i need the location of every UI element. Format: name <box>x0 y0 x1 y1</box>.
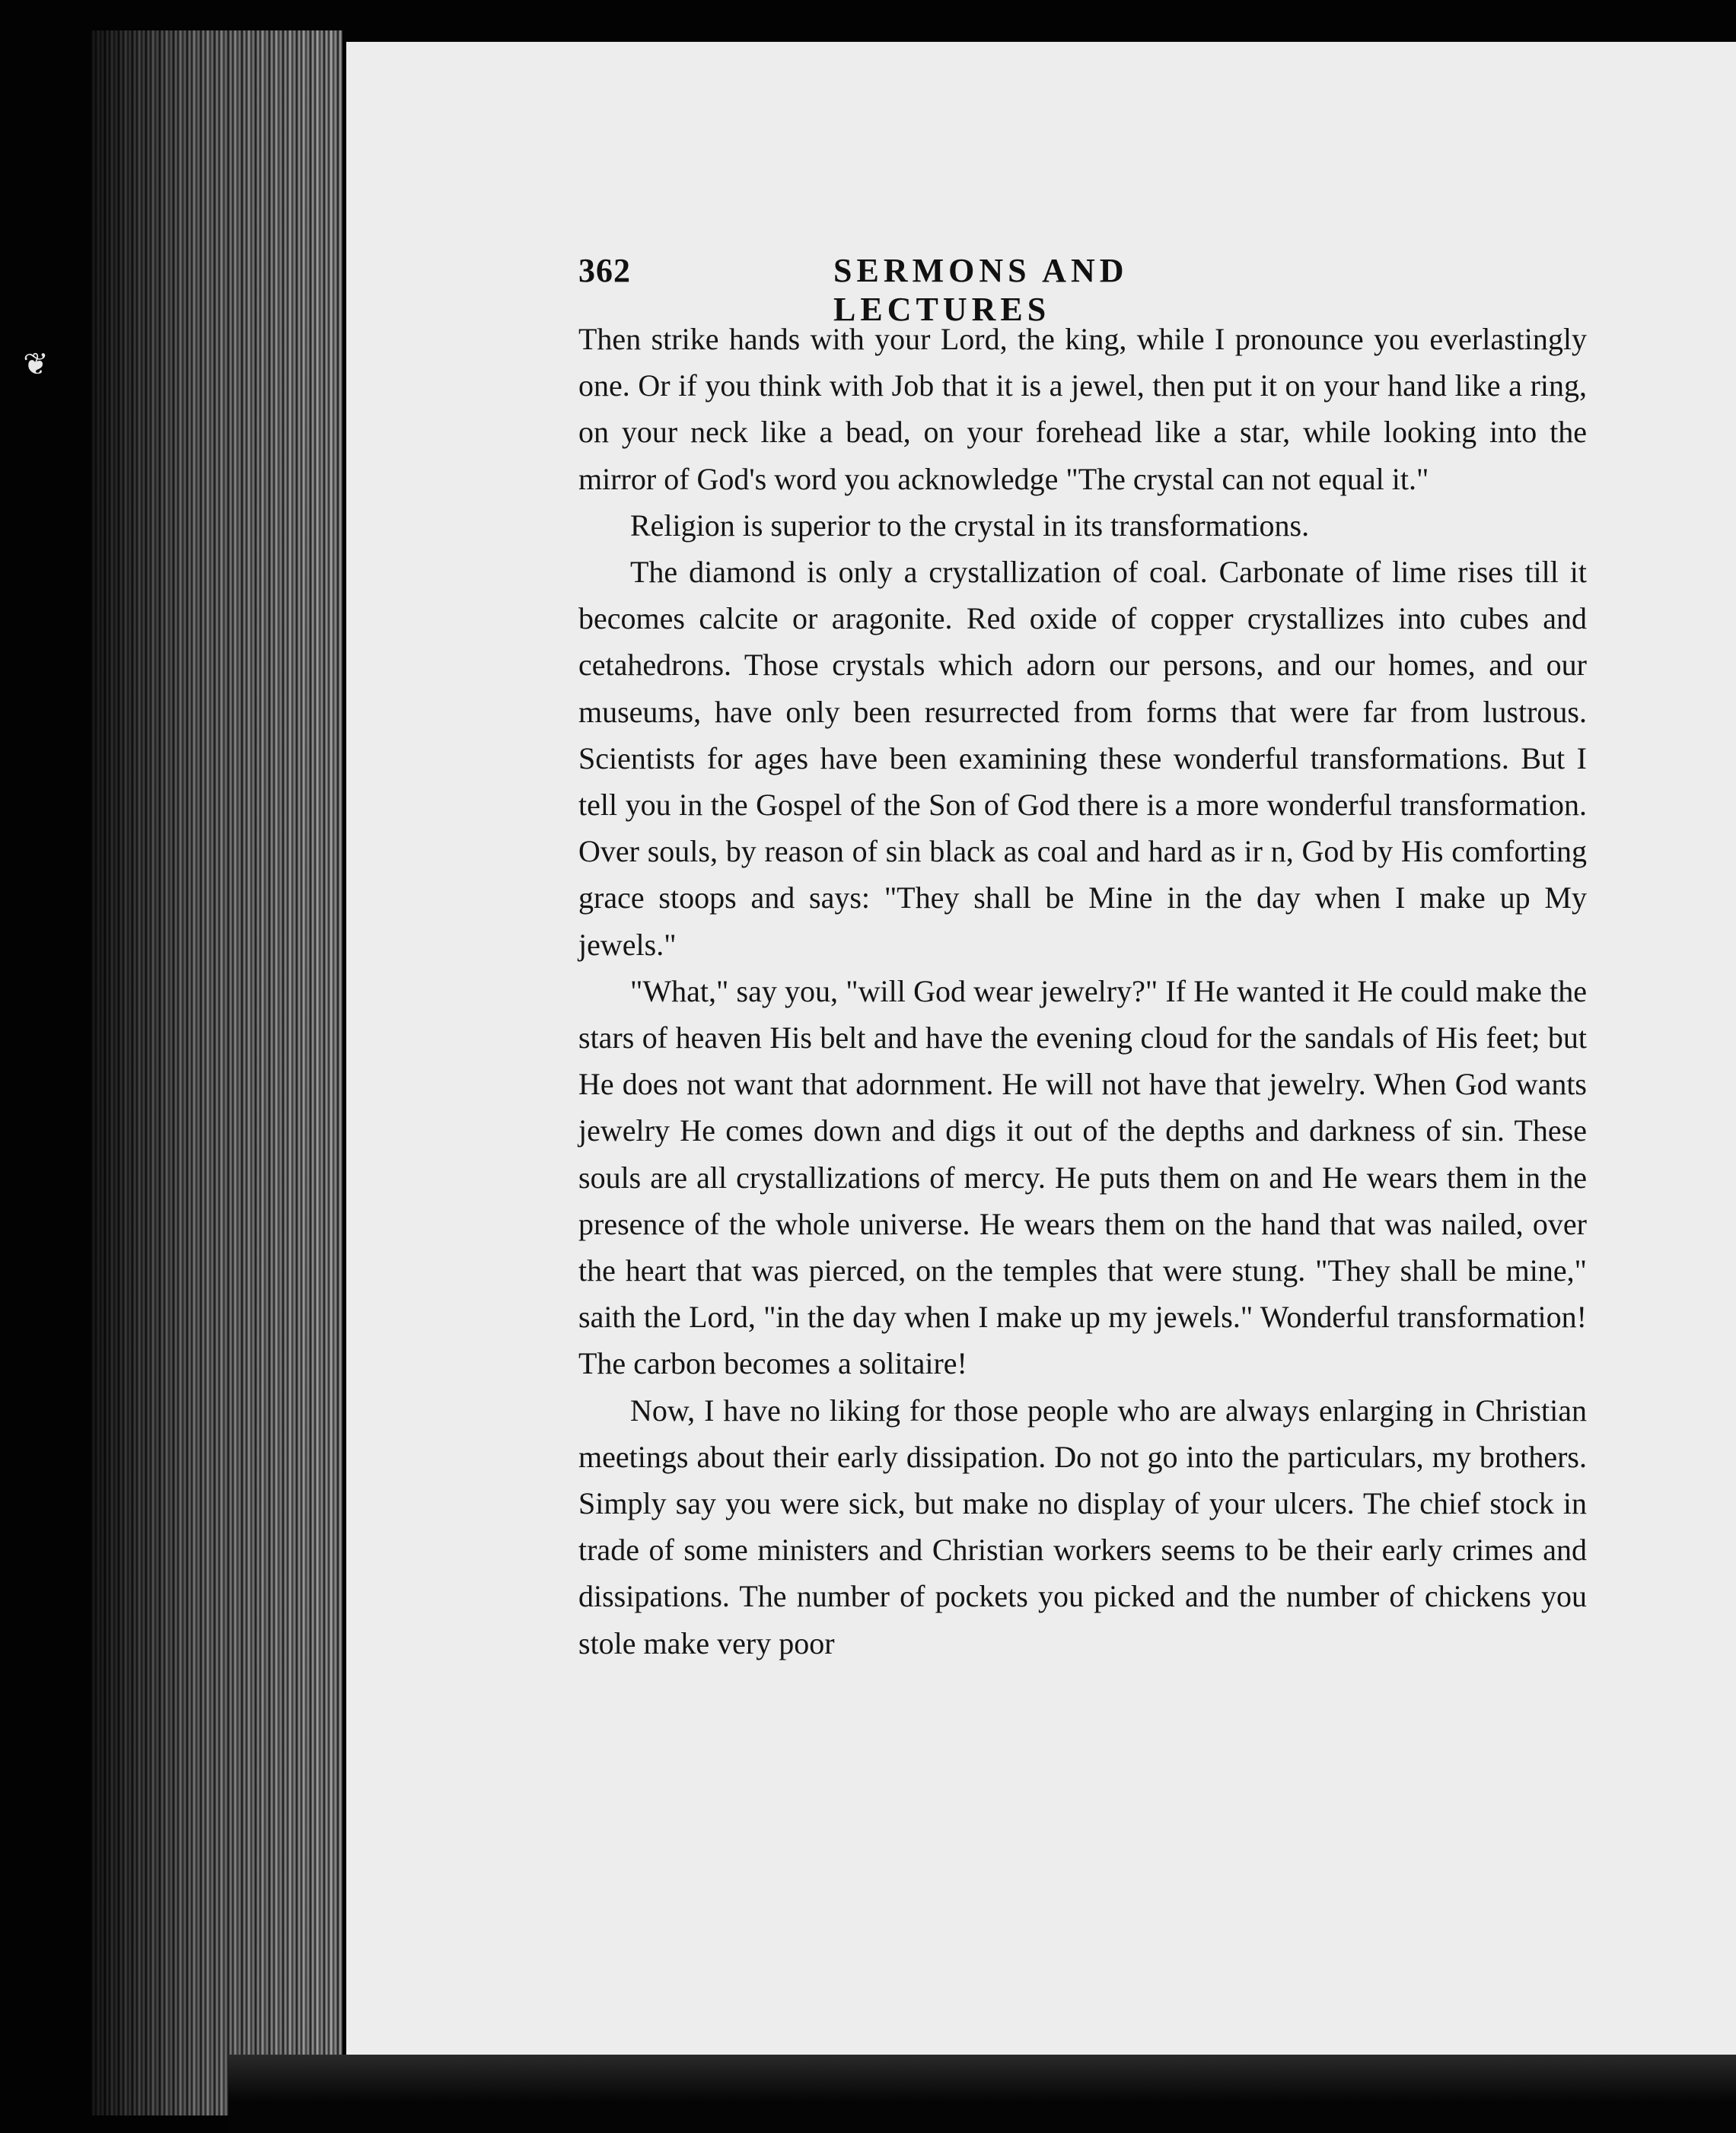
paragraph-5: Now, I have no liking for those people who are always enlarging in Christian meetings about their early dissipation. Do not go into the particulars, my brothers. Simply say you were sick, but make no display of your ulcers. The chief stock in trade of some ministers and Christian workers seems to be their early crimes and dissipations. The number of pockets you picked and the number of chickens you stole make very poor <box>578 1393 1587 1660</box>
running-title: SERMONS AND LECTURES <box>833 252 1129 328</box>
page-edges-shadow <box>91 30 365 2115</box>
paragraph-2: Religion is superior to the crystal in its transformations. <box>630 508 1310 543</box>
paragraph-1: Then strike hands with your Lord, the king, while I pronounce you everlastingly one. Or if you think with Job that it is a jewel, then put it on your hand like a ring, on your neck like a bead, on your forehead like a star, while looking into the mirror of God's word you acknowledge "The crystal can not equal it." <box>578 322 1587 496</box>
paragraph-3: The diamond is only a crystallization of coal. Carbonate of lime rises till it becomes calcite or aragonite. Red oxide of copper crystallizes into cubes and cetahedrons. Those crystals which adorn our persons, and our homes, and our museums, have only been resurrected from forms that were far from lustrous. Scientists for ages have been examining these wonderful transformations. But I tell you in the Gospel of the Son of God there is a more wonderful transformation. Over souls, by reason of sin black as coal and hard as ir n, God by His comforting grace stoops and says: "They shall be Mine in the day when I make up My jewels." <box>578 555 1587 962</box>
paragraph-4: "What," say you, "will God wear jewelry?" If He wanted it He could make the stars of heaven His belt and have the evening cloud for the sandals of His feet; but He does not want that adornment. He will not have that jewelry. When God wants jewelry He comes down and digs it out of the depths and darkness of sin. These souls are all crystallizations of mercy. He puts them on and He wears them in the presence of the whole universe. He wears them on the hand that was nailed, over the heart that was pierced, on the temples that were stung. "They shall be mine," saith the Lord, "in the day when I make up my jewels." Wonderful transformation! The carbon becomes a solitaire! <box>578 973 1587 1381</box>
page-number: 362 <box>578 252 631 289</box>
page-header <box>578 251 1339 328</box>
page-bottom-shadow <box>228 2055 1736 2133</box>
body-text <box>578 316 1587 1667</box>
binding-ornament-icon: ❦ <box>23 347 49 381</box>
